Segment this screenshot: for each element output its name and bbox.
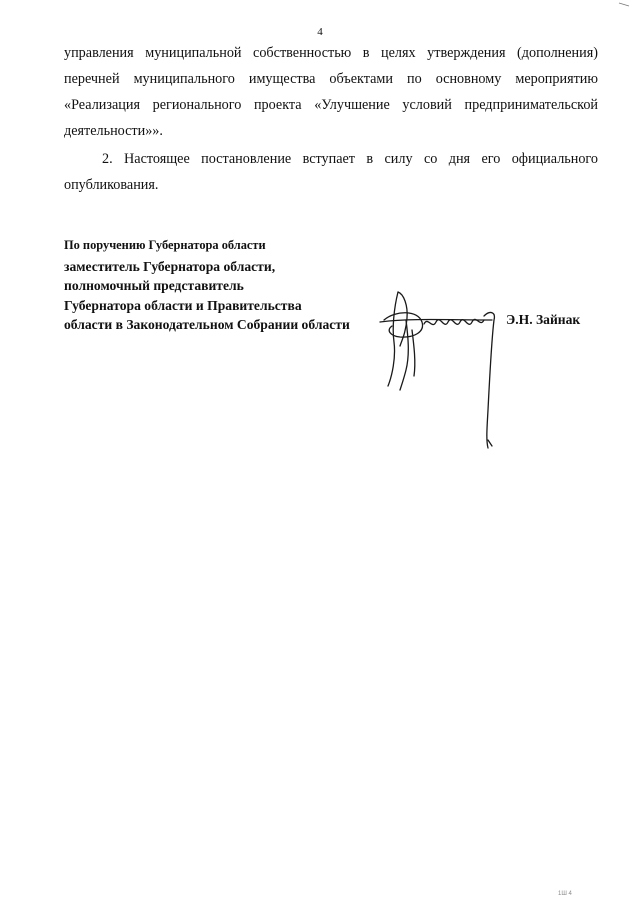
corner-scan-mark-icon (618, 2, 630, 8)
paragraph-continuation: управления муниципальной собственностью в целях утверждения (дополнения) перечней муниципального имущества объектами по основному мероприятию «Реализация регионального проекта «Улучшение условий предпринимательской деятельности»». (64, 45, 598, 139)
footer-scan-mark: 1Ш 4 (558, 891, 572, 897)
signature-block (64, 236, 404, 335)
signatory-name: Э.Н. Зайнак (506, 312, 581, 327)
signature-line-position-2: полномочный представитель (64, 278, 244, 293)
signature-line-position-4: области в Законодательном Собрании области (64, 317, 350, 332)
signature-line-position-3: Губернатора области и Правительства (64, 297, 302, 313)
page-number: 4 (317, 26, 323, 38)
paragraph-effective-date: 2. Настоящее постановление вступает в силу со дня его официального опубликования. (64, 151, 598, 193)
handwritten-signature-icon (370, 280, 510, 455)
signature-line-on-behalf: По поручению Губернатора области (64, 238, 266, 252)
signature-line-position-1: заместитель Губернатора области, (64, 258, 276, 274)
